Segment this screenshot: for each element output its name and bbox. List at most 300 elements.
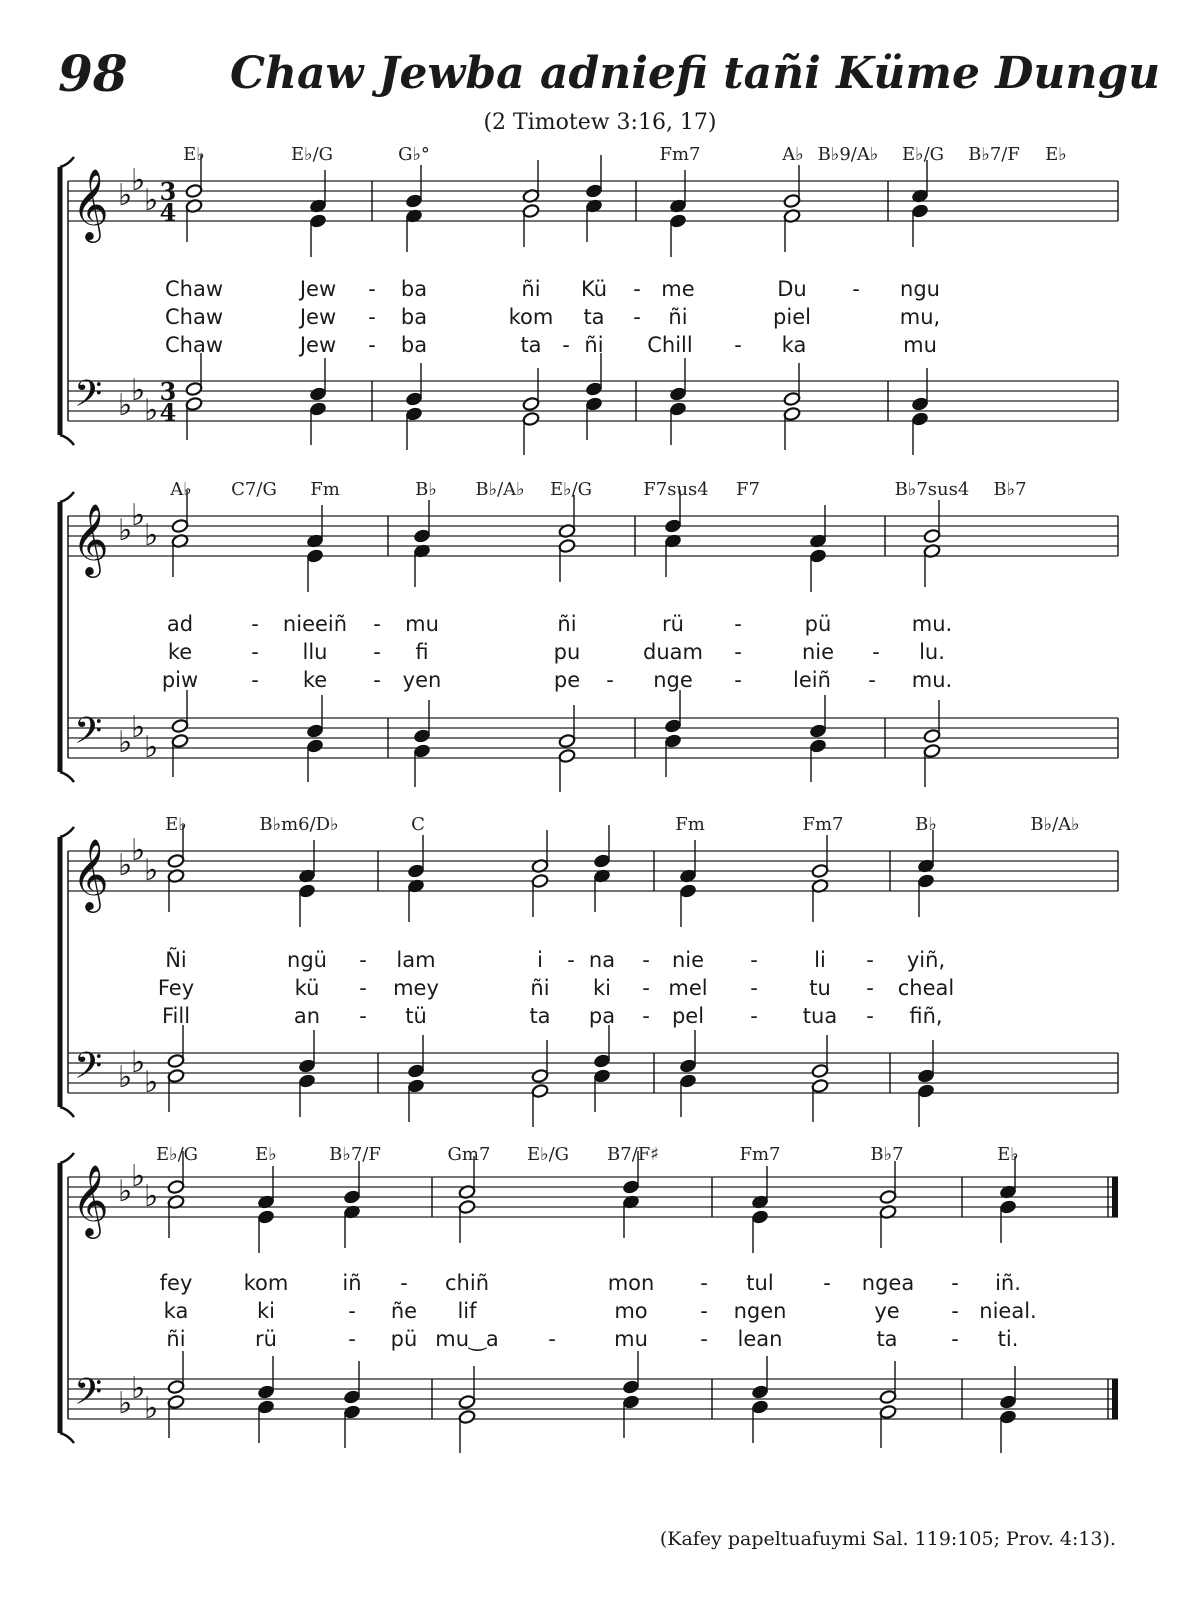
note-head (622, 1394, 640, 1409)
lyric-syllable: Du (777, 277, 807, 301)
lyric-syllable: - (642, 976, 650, 1000)
note-head (167, 1379, 185, 1394)
note-head (783, 193, 801, 208)
note-head (306, 548, 324, 563)
chord-symbol: F7sus4 (643, 479, 709, 500)
key-flat: ♭ (131, 710, 146, 745)
lyric-syllable: Chaw (164, 305, 224, 329)
key-flat: ♭ (118, 848, 133, 883)
lyric-syllable: mu (614, 1327, 648, 1351)
lyric-syllable: - (567, 948, 575, 972)
bracket-hook-bottom (60, 1433, 74, 1443)
lyric-syllable: mon (607, 1271, 655, 1295)
lyric-syllable: ta (529, 1004, 551, 1028)
hymn-title: Chaw Jewba adniefi tañi Küme Dungu (230, 48, 1161, 99)
note-head (879, 1189, 897, 1204)
key-flat: ♭ (118, 725, 133, 760)
note-head (911, 411, 929, 426)
note-head (306, 723, 324, 738)
lyric-syllable: rü (662, 612, 684, 636)
lyric-syllable: tu (809, 976, 831, 1000)
lyric-syllable: fiñ, (909, 1004, 943, 1028)
lyric-syllable: me (661, 277, 695, 301)
note-head (911, 203, 929, 218)
note-head (783, 391, 801, 406)
lyric-syllable: - (734, 640, 742, 664)
lyric-syllable: mu, (899, 305, 941, 329)
note-head (664, 518, 682, 533)
note-head (923, 528, 941, 543)
lyric-syllable: lean (737, 1327, 783, 1351)
lyric-syllable: Fey (157, 976, 195, 1000)
lyric-syllable: ka (163, 1299, 189, 1323)
bracket-hook-top (60, 1153, 74, 1163)
note-head (413, 743, 431, 758)
note-head (185, 396, 203, 411)
lyric-syllable: iñ. (995, 1271, 1021, 1295)
lyric-syllable: - (642, 948, 650, 972)
note-head (558, 733, 576, 748)
note-head (751, 1399, 769, 1414)
lyric-syllable: - (823, 1271, 831, 1295)
note-head (522, 396, 540, 411)
lyric-syllable: - (373, 640, 381, 664)
lyric-syllable: Jew (299, 277, 337, 301)
lyric-syllable: Jew (299, 305, 337, 329)
chord-symbol: B7/F♯ (607, 1144, 659, 1165)
lyric-syllable: - (400, 1271, 408, 1295)
lyric-syllable: ñi (668, 305, 688, 329)
note-head (306, 738, 324, 753)
note-head (783, 406, 801, 421)
lyric-syllable: - (700, 1299, 708, 1323)
lyric-syllable: kü (294, 976, 320, 1000)
note-head (343, 1189, 361, 1204)
lyric-syllable: chiñ (445, 1271, 489, 1295)
chord-symbol: G♭° (398, 144, 430, 165)
lyric-syllable: tua (802, 1004, 838, 1028)
lyric-syllable: llu (302, 640, 328, 664)
lyric-syllable: ta (583, 305, 605, 329)
lyric-syllable: ba (400, 277, 428, 301)
lyric-syllable: - (750, 1004, 758, 1028)
note-head (458, 1199, 476, 1214)
lyric-syllable: rü (255, 1327, 277, 1351)
key-flat: ♭ (118, 178, 133, 213)
note-head (593, 853, 611, 868)
lyric-syllable: ñi (521, 277, 541, 301)
lyric-syllable: - (951, 1299, 959, 1323)
chord-symbol: E♭/G (290, 144, 334, 165)
note-head (679, 1073, 697, 1088)
chord-symbol: E♭/G (901, 144, 945, 165)
note-head (679, 1058, 697, 1073)
lyric-syllable: pu (553, 640, 581, 664)
lyric-syllable: - (633, 277, 641, 301)
note-head (257, 1384, 275, 1399)
time-signature-bottom: 4 (159, 398, 177, 427)
note-head (458, 1409, 476, 1424)
note-head (679, 883, 697, 898)
chord-symbol: E♭/G (155, 1144, 199, 1165)
treble-clef: 𝄞 (72, 502, 109, 575)
key-flat: ♭ (144, 393, 159, 428)
lyric-syllable: ngü (287, 948, 327, 972)
lyric-syllable: ñe (390, 1299, 418, 1323)
note-head (298, 1073, 316, 1088)
lyric-syllable: - (734, 668, 742, 692)
lyric-syllable: - (951, 1271, 959, 1295)
lyric-syllable: - (868, 668, 876, 692)
lyric-syllable: lif (457, 1299, 477, 1323)
note-head (458, 1394, 476, 1409)
note-head (879, 1389, 897, 1404)
note-head (593, 1053, 611, 1068)
lyric-syllable: - (951, 1327, 959, 1351)
note-head (309, 213, 327, 228)
note-head (185, 183, 203, 198)
lyric-syllable: Kü (580, 277, 608, 301)
note-head (167, 1179, 185, 1194)
key-flat: ♭ (131, 163, 146, 198)
lyric-syllable: Chaw (164, 333, 224, 357)
note-head (593, 1068, 611, 1083)
chord-symbol: E♭ (255, 1144, 277, 1165)
lyric-syllable: pa (588, 1004, 616, 1028)
lyric-syllable: ti. (997, 1327, 1019, 1351)
note-head (405, 193, 423, 208)
lyric-syllable: ñi (166, 1327, 186, 1351)
key-flat: ♭ (118, 1060, 133, 1095)
lyric-syllable: yen (402, 668, 442, 692)
key-flat: ♭ (131, 498, 146, 533)
note-head (585, 183, 603, 198)
lyric-syllable: piel (773, 305, 811, 329)
note-head (309, 401, 327, 416)
note-head (298, 883, 316, 898)
lyric-syllable: - (700, 1327, 708, 1351)
note-head (257, 1399, 275, 1414)
lyric-syllable: i (537, 948, 543, 972)
note-head (413, 528, 431, 543)
note-head (558, 538, 576, 553)
note-head (167, 1394, 185, 1409)
lyric-syllable: - (866, 1004, 874, 1028)
note-head (531, 873, 549, 888)
chord-symbol: C (411, 814, 425, 835)
note-head (171, 518, 189, 533)
note-head (999, 1409, 1017, 1424)
lyric-syllable: fey (159, 1271, 193, 1295)
lyric-syllable: ñi (584, 333, 604, 357)
lyric-syllable: pü (804, 612, 832, 636)
key-flat: ♭ (144, 1179, 159, 1214)
note-head (809, 738, 827, 753)
lyric-syllable: li (814, 948, 826, 972)
lyric-syllable: Fill (161, 1004, 191, 1028)
chord-symbol: B♭ (415, 479, 437, 500)
chord-symbol: C7/G (231, 479, 277, 500)
lyric-syllable: - (359, 976, 367, 1000)
lyric-syllable: ñi (557, 612, 577, 636)
note-head (664, 718, 682, 733)
chord-symbol: Fm7 (659, 144, 701, 165)
time-signature-top: 3 (159, 377, 177, 406)
note-head (522, 411, 540, 426)
lyric-syllable: ke (167, 640, 193, 664)
chord-symbol: F7 (736, 479, 760, 500)
key-flat: ♭ (118, 513, 133, 548)
note-head (811, 863, 829, 878)
bracket-hook-top (60, 157, 74, 167)
bass-clef: 𝄢 (74, 710, 103, 761)
lyric-syllable: - (368, 277, 376, 301)
lyric-syllable: lam (396, 948, 436, 972)
lyric-syllable: an (293, 1004, 321, 1028)
note-head (522, 203, 540, 218)
lyric-syllable: mu. (911, 668, 953, 692)
key-flat: ♭ (118, 1174, 133, 1209)
chord-symbol: E♭ (997, 1144, 1019, 1165)
chord-symbol: Fm7 (739, 1144, 781, 1165)
lyric-syllable: ta (520, 333, 542, 357)
chord-symbol: B♭7/F (329, 1144, 381, 1165)
note-head (917, 873, 935, 888)
key-flat: ♭ (118, 388, 133, 423)
lyric-syllable: mu (405, 612, 439, 636)
note-head (407, 1078, 425, 1093)
key-flat: ♭ (144, 853, 159, 888)
lyric-syllable: nieal. (979, 1299, 1037, 1323)
lyric-syllable: na (588, 948, 616, 972)
note-head (811, 1078, 829, 1093)
note-head (751, 1384, 769, 1399)
lyric-syllable: kom (243, 1271, 289, 1295)
note-head (257, 1209, 275, 1224)
lyric-syllable: Chill (647, 333, 693, 357)
note-head (999, 1199, 1017, 1214)
lyric-syllable: nie (671, 948, 705, 972)
bracket-hook-bottom (60, 435, 74, 445)
bass-clef: 𝄢 (74, 1371, 103, 1422)
note-head (923, 728, 941, 743)
note-head (811, 1063, 829, 1078)
lyric-syllable: mu (903, 333, 937, 357)
lyric-syllable: nieeiñ (282, 612, 348, 636)
hymn-number: 98 (58, 44, 128, 103)
note-head (809, 723, 827, 738)
lyric-syllable: iñ (342, 1271, 362, 1295)
note-head (171, 733, 189, 748)
note-head (298, 1058, 316, 1073)
note-head (669, 386, 687, 401)
lyric-syllable: ba (400, 333, 428, 357)
note-head (167, 853, 185, 868)
lyric-syllable: ba (400, 305, 428, 329)
note-head (413, 728, 431, 743)
lyric-syllable: - (872, 640, 880, 664)
note-head (343, 1404, 361, 1419)
lyric-syllable: ad (166, 612, 194, 636)
chord-symbol: B♭7sus4 (894, 479, 970, 500)
key-flat: ♭ (131, 833, 146, 868)
lyric-syllable: - (348, 1327, 356, 1351)
chord-symbol: B♭/A♭ (1030, 814, 1080, 835)
chord-symbol: B♭/A♭ (475, 479, 525, 500)
note-head (167, 1053, 185, 1068)
key-flat: ♭ (144, 518, 159, 553)
lyric-syllable: - (373, 612, 381, 636)
key-flat: ♭ (144, 730, 159, 765)
time-signature-bottom: 4 (159, 198, 177, 227)
chord-symbol: E♭/G (526, 1144, 570, 1165)
lyric-syllable: yiñ, (906, 948, 946, 972)
lyric-syllable: leiñ (793, 668, 831, 692)
note-head (669, 401, 687, 416)
lyric-syllable: mo (614, 1299, 648, 1323)
lyric-syllable: nie (801, 640, 835, 664)
treble-clef: 𝄞 (72, 1163, 109, 1236)
bracket-hook-bottom (60, 772, 74, 782)
lyric-syllable: piw (161, 668, 199, 692)
note-head (167, 1068, 185, 1083)
note-head (751, 1209, 769, 1224)
chord-symbol: B♭7 (993, 479, 1027, 500)
note-head (809, 548, 827, 563)
lyric-syllable: ki (593, 976, 611, 1000)
lyric-syllable: pel (671, 1004, 705, 1028)
lyric-syllable: ye (874, 1299, 900, 1323)
bass-clef: 𝄢 (74, 373, 103, 424)
chord-symbol: E♭ (183, 144, 205, 165)
chord-symbol: A♭ (782, 144, 804, 165)
key-flat: ♭ (118, 1386, 133, 1421)
lyric-syllable: - (348, 1299, 356, 1323)
key-flat: ♭ (144, 183, 159, 218)
note-head (531, 1068, 549, 1083)
lyric-syllable: duam (643, 640, 703, 664)
lyric-syllable: mel (668, 976, 708, 1000)
note-head (622, 1179, 640, 1194)
lyric-syllable: - (642, 1004, 650, 1028)
chord-symbol: Fm (310, 479, 340, 500)
lyric-syllable: ngen (733, 1299, 787, 1323)
key-flat: ♭ (131, 1045, 146, 1080)
note-head (309, 386, 327, 401)
time-signature-top: 3 (159, 177, 177, 206)
note-head (879, 1404, 897, 1419)
lyric-syllable: tul (746, 1271, 774, 1295)
lyric-syllable: Chaw (164, 277, 224, 301)
lyric-syllable: nge (653, 668, 693, 692)
bass-clef: 𝄢 (74, 1045, 103, 1096)
lyric-syllable: - (700, 1271, 708, 1295)
lyric-syllable: Jew (299, 333, 337, 357)
note-head (343, 1389, 361, 1404)
chord-symbol: B♭7/F (968, 144, 1020, 165)
lyric-syllable: - (251, 640, 259, 664)
note-head (917, 1083, 935, 1098)
chord-symbol: B♭7 (870, 1144, 904, 1165)
key-flat: ♭ (144, 1391, 159, 1426)
chord-symbol: E♭ (1045, 144, 1067, 165)
chord-symbol: B♭m6/D♭ (259, 814, 339, 835)
lyric-syllable: - (633, 305, 641, 329)
lyric-syllable: - (750, 976, 758, 1000)
note-head (171, 718, 189, 733)
note-head (558, 748, 576, 763)
lyric-syllable: ta (876, 1327, 898, 1351)
chord-symbol: Fm7 (802, 814, 844, 835)
note-head (917, 1068, 935, 1083)
lyric-syllable: - (734, 612, 742, 636)
lyric-syllable: ke (302, 668, 328, 692)
lyric-syllable: ngu (900, 277, 940, 301)
chord-symbol: E♭ (165, 814, 187, 835)
lyric-syllable: - (562, 333, 570, 357)
note-head (999, 1394, 1017, 1409)
note-head (585, 381, 603, 396)
lyric-syllable: lu. (919, 640, 945, 664)
scripture-reference: (2 Timotew 3:16, 17) (483, 110, 717, 135)
key-flat: ♭ (144, 1065, 159, 1100)
lyric-syllable: cheal (897, 976, 955, 1000)
lyric-syllable: - (866, 948, 874, 972)
lyric-syllable: pe (553, 668, 581, 692)
note-head (405, 391, 423, 406)
lyric-syllable: ñi (530, 976, 550, 1000)
lyric-syllable: pü (390, 1327, 418, 1351)
lyric-syllable: - (548, 1327, 556, 1351)
lyric-syllable: fi (415, 640, 429, 664)
lyric-syllable: - (359, 1004, 367, 1028)
treble-clef: 𝄞 (72, 167, 109, 240)
bracket-hook-bottom (60, 1107, 74, 1117)
lyric-syllable: ki (257, 1299, 275, 1323)
chord-symbol: B♭ (915, 814, 937, 835)
lyric-syllable: ka (781, 333, 807, 357)
chord-symbol: A♭ (170, 479, 192, 500)
lyric-syllable: - (251, 668, 259, 692)
note-head (923, 743, 941, 758)
bracket-hook-top (60, 827, 74, 837)
lyric-syllable: Ñi (165, 948, 187, 972)
lyric-syllable: - (359, 948, 367, 972)
lyric-syllable: mu. (911, 612, 953, 636)
lyric-syllable: - (866, 976, 874, 1000)
lyric-syllable: tü (405, 1004, 427, 1028)
lyric-syllable: - (852, 277, 860, 301)
chord-symbol: E♭/G (549, 479, 593, 500)
chord-symbol: Fm (675, 814, 705, 835)
lyric-syllable: - (750, 948, 758, 972)
note-head (405, 406, 423, 421)
lyric-syllable: - (606, 668, 614, 692)
lyric-syllable: mey (393, 976, 439, 1000)
note-head (669, 213, 687, 228)
lyric-syllable: ngea (861, 1271, 915, 1295)
note-head (407, 863, 425, 878)
key-flat: ♭ (131, 1371, 146, 1406)
lyric-syllable: - (368, 333, 376, 357)
key-flat: ♭ (131, 1159, 146, 1194)
lyric-syllable: kom (508, 305, 554, 329)
lyric-syllable: - (368, 305, 376, 329)
chord-symbol: Gm7 (447, 1144, 491, 1165)
note-head (664, 733, 682, 748)
footnote: (Kafey papeltuafuymi Sal. 119:105; Prov. 4:13). (659, 1528, 1116, 1550)
lyric-syllable: - (373, 668, 381, 692)
